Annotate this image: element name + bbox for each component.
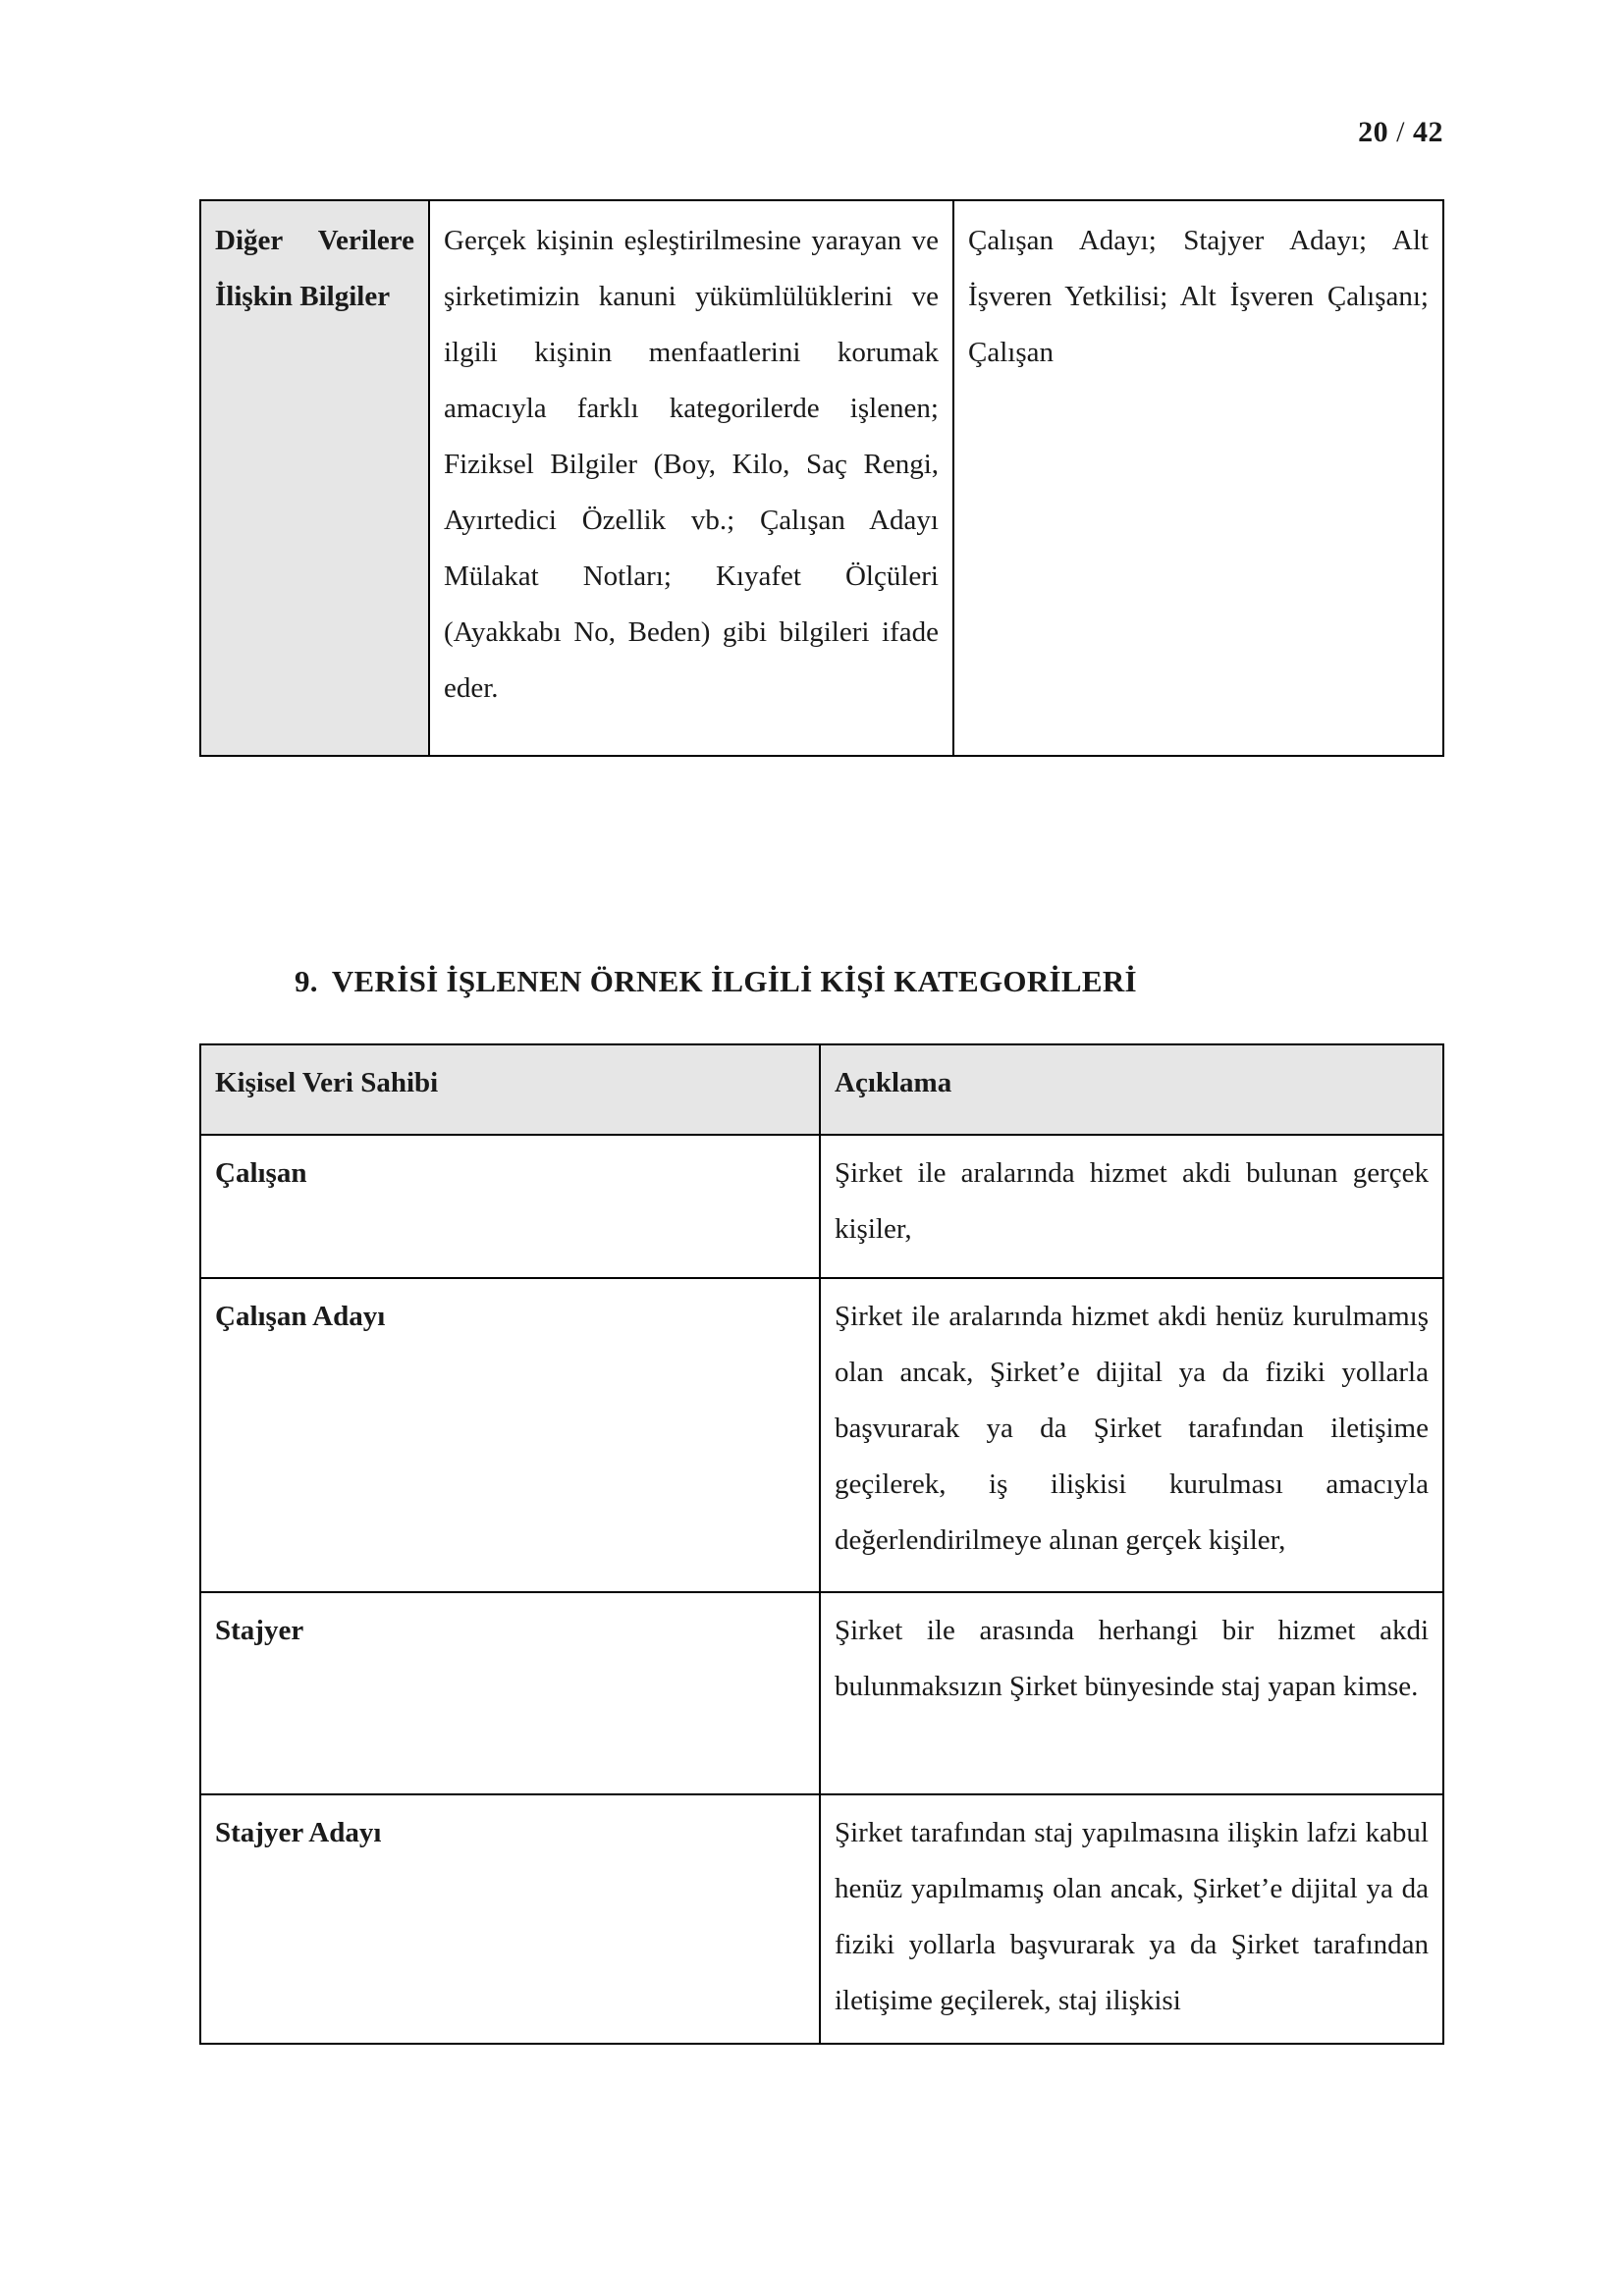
table-row: [200, 1592, 1443, 1794]
header-description: Açıklama: [820, 1044, 1443, 1135]
page-current: 20: [1358, 116, 1389, 148]
related-subjects-cell: Çalışan Adayı; Stajyer Adayı; Alt İşveren Yetkilisi; Alt İşveren Çalışanı; Çalışan: [953, 200, 1443, 756]
row-description: Şirket ile arasında herhangi bir hizmet akdi bulunmaksızın Şirket bünyesinde staj yapan kimse.: [820, 1592, 1443, 1794]
category-description-cell: Gerçek kişinin eşleştirilmesine yarayan ve şirketimizin kanuni yükümlülüklerini ve ilgili kişinin menfaatlerini korumak amacıyla farklı kategorilerde işlenen; Fiziksel Bilgiler (Boy, Kilo, Saç Rengi, Ayırtedici Özellik vb.; Çalışan Adayı Mülakat Notları; Kıyafet Ölçüleri (Ayakkabı No, Beden) gibi bilgileri ifade eder.: [429, 200, 953, 756]
table-row: [200, 1135, 1443, 1278]
personal-data-category-table: [199, 199, 1444, 757]
section-number: 9.: [295, 964, 318, 998]
row-description: Şirket ile aralarında hizmet akdi henüz kurulmamış olan ancak, Şirket’e dijital ya da fiziki yollarla başvurarak ya da Şirket tarafından iletişime geçilerek, iş ilişkisi kurulması amacıyla değerlendirilmeye alınan gerçek kişiler,: [820, 1278, 1443, 1592]
row-name: Çalışan: [200, 1135, 820, 1278]
data-subject-categories-table: [199, 1043, 1444, 2045]
row-name: Stajyer: [200, 1592, 820, 1794]
page-separator: /: [1396, 116, 1405, 148]
table-header-row: [200, 1044, 1443, 1135]
row-description: Şirket ile aralarında hizmet akdi bulunan gerçek kişiler,: [820, 1135, 1443, 1278]
table-row: [200, 200, 1443, 756]
table-row: [200, 1794, 1443, 2044]
section-heading: [295, 964, 1137, 999]
row-name: Stajyer Adayı: [200, 1794, 820, 2044]
page-total: 42: [1413, 116, 1443, 148]
row-description: Şirket tarafından staj yapılmasına ilişkin lafzi kabul henüz yapılmamış olan ancak, Şirket’e dijital ya da fiziki yollarla başvurarak ya da Şirket tarafından iletişime geçilerek, staj ilişkisi: [820, 1794, 1443, 2044]
category-cell: Diğer Verilere İlişkin Bilgiler: [200, 200, 429, 756]
header-data-subject: Kişisel Veri Sahibi: [200, 1044, 820, 1135]
page-number: [1358, 116, 1443, 149]
table-row: [200, 1278, 1443, 1592]
section-title: VERİSİ İŞLENEN ÖRNEK İLGİLİ KİŞİ KATEGORİLERİ: [331, 964, 1137, 998]
row-name: Çalışan Adayı: [200, 1278, 820, 1592]
